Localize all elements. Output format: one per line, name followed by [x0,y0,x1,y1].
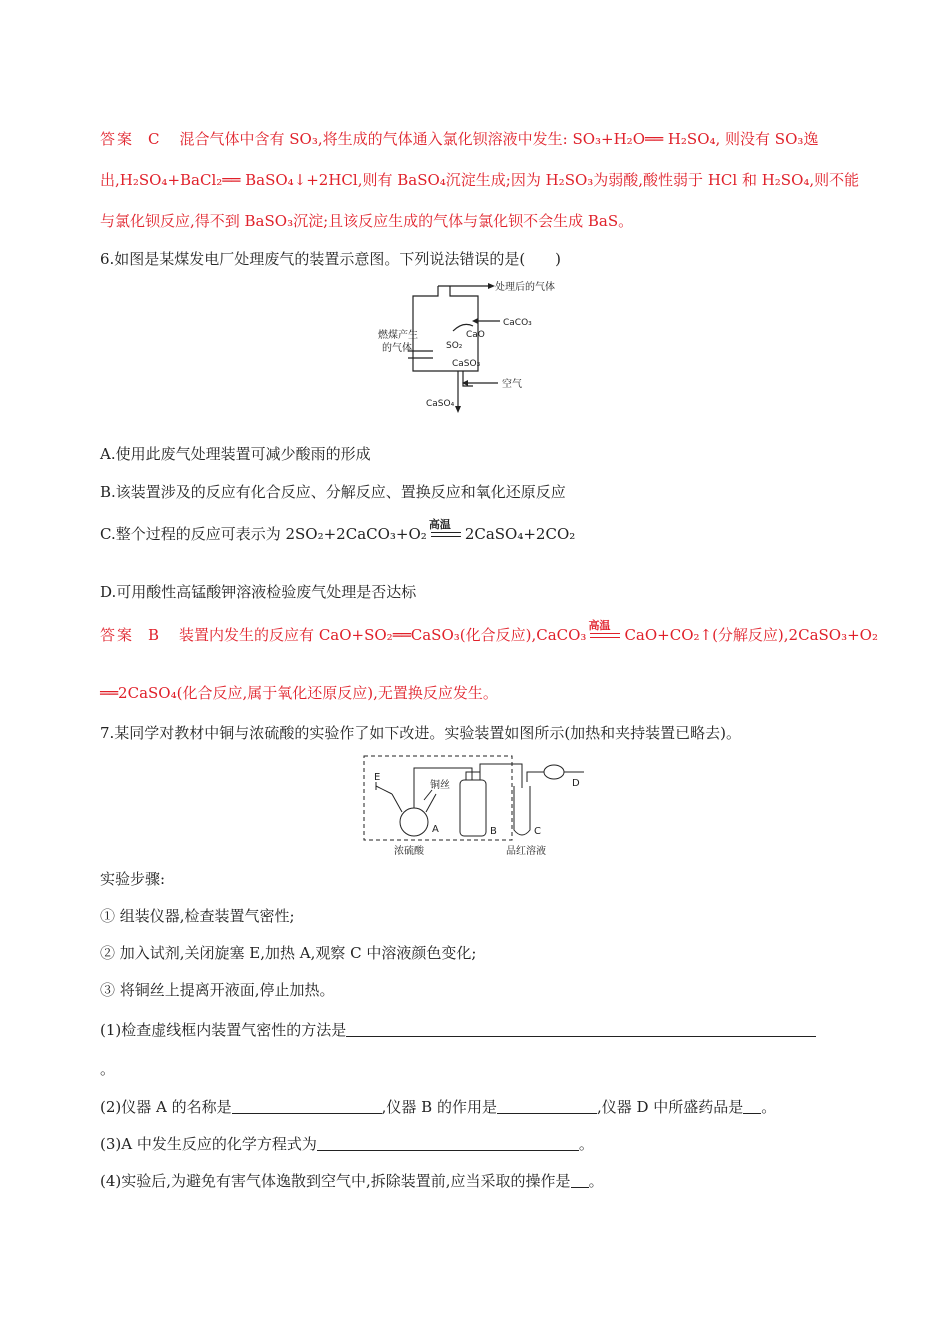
q7-sub2-text-c: ,仪器 D 中所盛药品是 [596,1098,744,1116]
answer6-text1b: CaO+CO₂↑(分解反应),2CaSO₃+O₂ [624,626,878,644]
answer5-text1: 混合气体中含有 SO₃,将生成的气体通入氯化钡溶液中发生: SO₃+H₂O══ H₂SO₄, 则没有 SO₃逸 [179,130,819,148]
q7-sub2 [100,1096,776,1118]
answer5-label: 答案 [100,130,135,148]
q6-fig-in-gas-2: 的气体 [382,343,412,354]
answer5-letter: C [148,130,160,148]
q6-fig-so2: SO₂ [446,341,463,351]
q6-option-c-suffix: 2CaSO₄+2CO₂ [464,525,576,543]
q7-sub4-blank[interactable] [571,1171,589,1188]
answer5-line2: 出,H₂SO₄+BaCl₂══ BaSO₄↓+2HCl,则有 BaSO₄沉淀生成;因为 H₂SO₃为弱酸,酸性弱于 HCl 和 H₂SO₄,则不能 [100,171,860,189]
q6-option-b: B.该装置涉及的反应有化合反应、分解反应、置换反应和氧化还原反应 [100,483,566,501]
q6-figure [378,276,558,416]
answer6-equals [588,619,620,643]
q7-sub1-text: (1)检查虚线框内装置气密性的方法是 [100,1021,347,1039]
q6-option-a: A.使用此废气处理装置可减少酸雨的形成 [100,445,371,463]
q6-option-d: D.可用酸性高锰酸钾溶液检验废气处理是否达标 [100,583,417,601]
q7-fig-d: D [572,778,580,789]
q7-steps-title: 实验步骤: [100,870,166,888]
q7-fig-acid: 浓硫酸 [394,846,424,857]
q7-fig-b: B [490,826,497,837]
q7-sub3-text: (3)A 中发生反应的化学方程式为 [100,1135,317,1153]
q6-fig-cao: CaO [466,330,485,340]
q7-sub2-end: 。 [761,1098,777,1116]
q7-sub2-text-b: ,仪器 B 的作用是 [381,1098,497,1116]
answer6-text1a: 装置内发生的反应有 CaO+SO₂══CaSO₃(化合反应),CaCO₃ [179,626,587,644]
q6-fig-air: 空气 [502,379,522,390]
answer5-line3: 与氯化钡反应,得不到 BaSO₃沉淀;且该反应生成的气体与氯化钡不会生成 BaS。 [100,212,634,230]
q6-option-c-equals [428,518,461,542]
q6-fig-caco3: CaCO₃ [503,318,532,328]
answer6-condition: 高温 [588,619,611,632]
q7-sub1-end: 。 [100,1060,116,1078]
q7-fig-pinhong: 品红溶液 [506,846,546,857]
q7-sub2-blank-3[interactable] [743,1097,761,1114]
q7-sub3-blank[interactable] [317,1134,579,1151]
q7-step-2: ② 加入试剂,关闭旋塞 E,加热 A,观察 C 中溶液颜色变化; [100,944,477,962]
q7-fig-c: C [534,826,541,837]
q7-sub3-end: 。 [578,1135,594,1153]
q7-sub2-text-a: (2)仪器 A 的名称是 [100,1098,232,1116]
q6-option-c [100,518,576,545]
q7-sub4-end: 。 [588,1172,604,1190]
q7-sub3 [100,1133,594,1155]
q6-fig-in-gas-1: 燃煤产生 [378,330,418,341]
q7-step-1: ① 组装仪器,检查装置气密性; [100,907,295,925]
q7-sub2-blank-1[interactable] [232,1097,382,1114]
q7-step-3: ③ 将铜丝上提离开液面,停止加热。 [100,981,335,999]
q7-stem: 7.某同学对教材中铜与浓硫酸的实验作了如下改进。实验装置如图所示(加热和夹持装置已略去)。 [100,724,742,742]
q6-stem: 6.如图是某煤发电厂处理废气的装置示意图。下列说法错误的是( ) [100,250,562,268]
q6-fig-out-gas: 处理后的气体 [495,282,555,293]
q6-option-c-prefix: C.整个过程的反应可表示为 2SO₂+2CaCO₃+O₂ [100,525,427,543]
answer6-label: 答案 [100,626,135,644]
q7-figure [362,752,592,860]
q7-sub4 [100,1170,604,1192]
answer5-line1 [100,128,818,150]
q7-sub2-blank-2[interactable] [497,1097,597,1114]
q6-fig-caso4: CaSO₄ [426,399,455,409]
q7-fig-a: A [432,824,439,835]
q6-option-c-condition: 高温 [428,518,451,531]
q7-sub1 [100,1019,816,1041]
q7-sub1-blank[interactable] [346,1020,816,1037]
answer6-line1 [100,619,878,646]
q7-fig-copper: 铜丝 [430,780,450,791]
q6-fig-caso3: CaSO₃ [452,359,481,369]
q7-sub4-text: (4)实验后,为避免有害气体逸散到空气中,拆除装置前,应当采取的操作是 [100,1172,571,1190]
answer6-line2: ══2CaSO₄(化合反应,属于氧化还原反应),无置换反应发生。 [100,684,498,702]
answer6-letter: B [148,626,160,644]
q7-fig-e: E [374,772,381,783]
